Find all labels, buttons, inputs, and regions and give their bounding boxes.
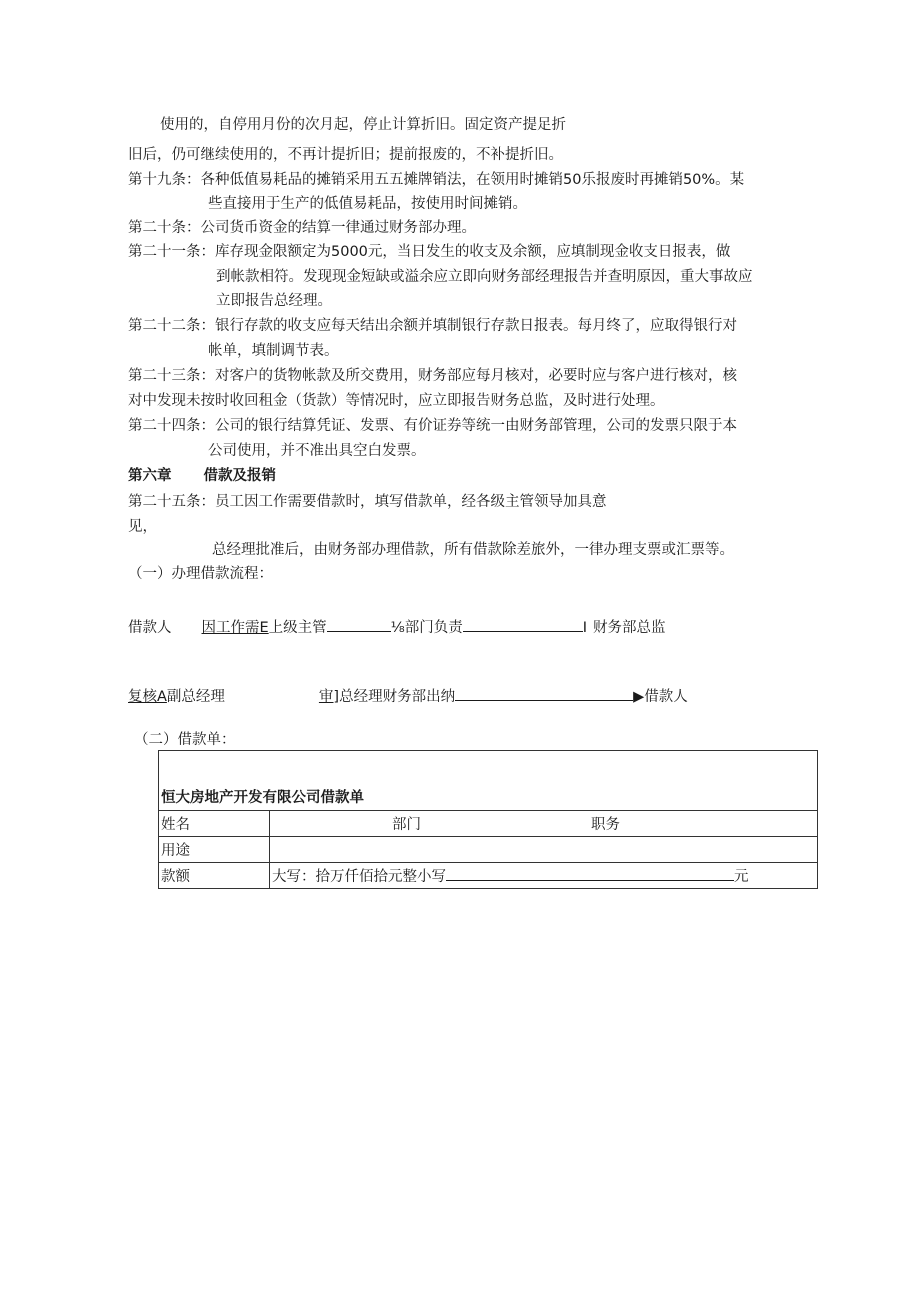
- flow-finance-director: 财务部总监: [593, 620, 666, 636]
- article-24-line2: 公司使用，并不准出具空白发票。: [208, 443, 426, 459]
- flow-gm-cashier: 总经理财务部出纳: [339, 689, 456, 705]
- paragraph-line: 旧后，仍可继续使用的，不再计提折旧；提前报废的，不补提折旧。: [128, 147, 563, 163]
- article-22-line2: 帐单，填制调节表。: [208, 343, 339, 359]
- flow-borrower-end: 借款人: [644, 689, 688, 705]
- chapter-6-heading: [128, 466, 276, 486]
- article-24-line1: 第二十四条：公司的银行结算凭证、发票、有价证券等统一由财务部管理，公司的发票只限于本: [128, 418, 737, 434]
- flow-dept-head: ⅛部门负责: [390, 620, 463, 636]
- article-22-line1: 第二十二条：银行存款的收支应每天结出余额并填制银行存款日报表。每月终了，应取得银行对: [128, 318, 737, 334]
- flow-line: [327, 617, 391, 632]
- name-dept-position-cell[interactable]: [270, 811, 818, 837]
- flow-supervisor: 上级主管: [268, 620, 327, 636]
- article-19-line1: 第十九条：各种低值易耗品的摊销采用五五摊牌销法，在领用时摊销50乐报废时再摊销50%。某: [128, 172, 745, 188]
- yuan-label: 元: [734, 869, 749, 885]
- article-23-line1: 第二十三条：对客户的货物帐款及所交费用，财务部应每月核对，必要时应与客户进行核对，核: [128, 368, 737, 384]
- chapter-title: 借款及报销: [203, 468, 276, 484]
- section-1-heading: （一）办理借款流程：: [128, 566, 273, 582]
- flow-review: 复核A: [128, 689, 167, 705]
- purpose-label: 用途: [159, 837, 270, 863]
- loan-form-table: [158, 750, 818, 889]
- article-20: 第二十条：公司货币资金的结算一律通过财务部办理。: [128, 220, 476, 236]
- flow-work-need: 因工作需E: [201, 620, 269, 636]
- flow-bar: I: [582, 620, 588, 636]
- article-19-line2: 些直接用于生产的低值易耗品，按使用时间摊销。: [208, 196, 527, 212]
- paragraph-line: 使用的，自停用月份的次月起，停止计算折旧。固定资产提足折: [160, 117, 566, 133]
- flow-line: [455, 686, 633, 701]
- amount-field[interactable]: [270, 863, 818, 889]
- article-21-line2: 到帐款相符。发现现金短缺或溢余应立即向财务部经理报告并查明原因，重大事故应: [216, 269, 753, 285]
- section-2-heading: （二）借款单：: [134, 732, 236, 748]
- position-label: 职务: [591, 817, 620, 833]
- article-25-line3: 总经理批准后，由财务部办理借款，所有借款除差旅外，一律办理支票或汇票等。: [212, 542, 734, 558]
- name-label: 姓名: [159, 811, 270, 837]
- flow-approve: 审]: [318, 689, 340, 705]
- flow-arrow-icon: ▶: [633, 689, 645, 705]
- purpose-field[interactable]: [270, 837, 818, 863]
- flow-vp: 副总经理: [166, 689, 225, 705]
- dept-label: 部门: [392, 817, 421, 833]
- amount-label: 款额: [159, 863, 270, 889]
- loan-flow-row1: [128, 617, 666, 638]
- flow-borrower: 借款人: [128, 620, 172, 636]
- article-21-line3: 立即报告总经理。: [216, 293, 332, 309]
- article-25-line2: 见，: [128, 519, 157, 535]
- article-21-line1: 第二十一条：库存现金限额定为5000元，当日发生的收支及余额，应填制现金收支日报表，做: [128, 244, 731, 260]
- loan-flow-row2: [128, 686, 688, 707]
- flow-line: [463, 617, 583, 632]
- amount-line: [446, 866, 734, 881]
- chapter-number: 第六章: [128, 468, 172, 484]
- loan-form-title: 恒大房地产开发有限公司借款单: [159, 751, 818, 811]
- article-25-line1: 第二十五条：员工因工作需要借款时，填写借款单，经各级主管领导加具意: [128, 494, 607, 510]
- article-23-line2: 对中发现未按时收回租金（货款）等情况时，应立即报告财务总监，及时进行处理。: [128, 393, 665, 409]
- amount-text: 大写：拾万仟佰拾元整小写: [272, 869, 446, 885]
